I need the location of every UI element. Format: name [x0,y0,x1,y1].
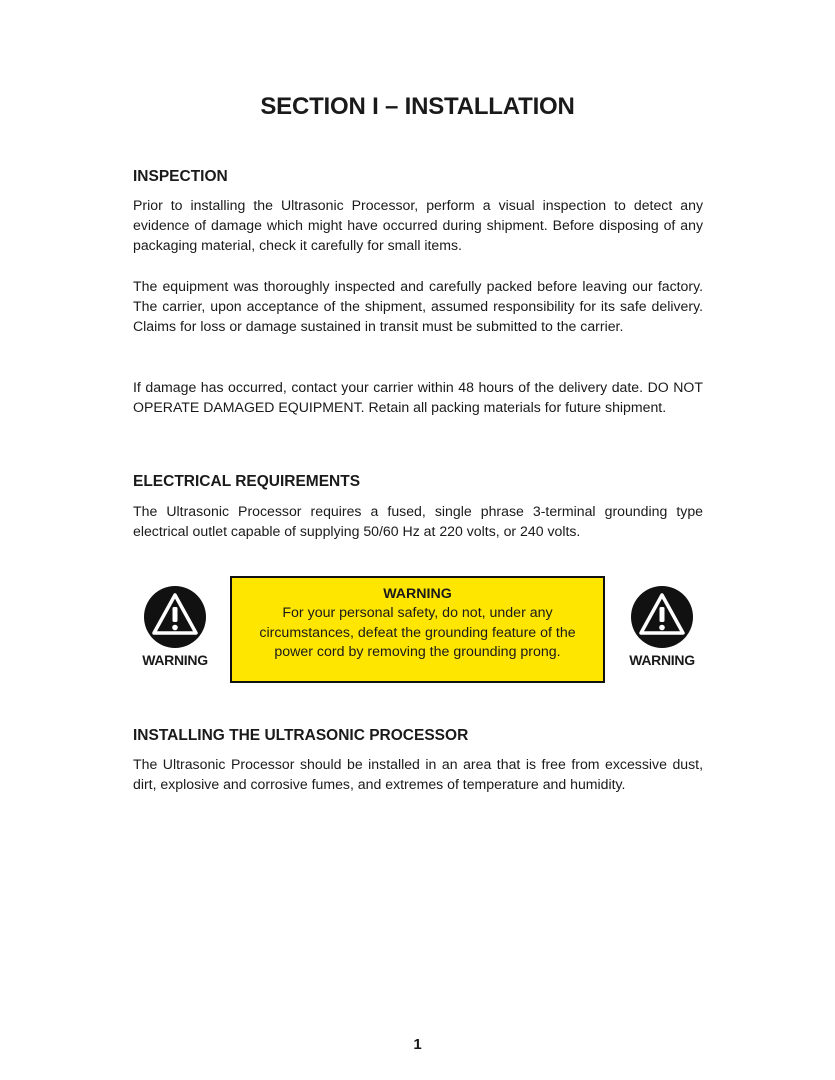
warning-triangle-icon [143,585,207,649]
page-number: 1 [413,1036,422,1053]
warning-box-title: WARNING [383,586,452,602]
page-title: SECTION I – INSTALLATION [260,93,575,120]
electrical-paragraph: The Ultrasonic Processor requires a fused, single phrase 3-terminal grounding type electrical outlet capable of supplying 50/60 Hz at 220 volts, or 240 volts. [133,503,703,539]
warning-box [230,576,605,683]
warning-icon-label-left: WARNING [142,652,208,668]
electrical-heading: ELECTRICAL REQUIREMENTS [133,473,361,490]
warning-triangle-icon [630,585,694,649]
warning-icon-label-right: WARNING [629,652,695,668]
inspection-paragraph-2: The equipment was thoroughly inspected and carefully packed before leaving our factory. The carrier, upon acceptance of the shipment, assumed responsibility for its safe delivery. Claims for loss or damage sustained in transit must be submitted to the carrier. [133,278,703,334]
warning-icon-right [622,585,702,668]
inspection-paragraph-3: If damage has occurred, contact your carrier within 48 hours of the delivery date. DO NOT OPERATE DAMAGED EQUIPMENT. Retain all packing materials for future shipment. [133,379,703,415]
warning-icon-left [135,585,215,668]
installing-paragraph: The Ultrasonic Processor should be installed in an area that is free from excessive dust, dirt, explosive and corrosive fumes, and extremes of temperature and humidity. [133,756,703,792]
inspection-heading: INSPECTION [133,168,228,185]
installing-heading: INSTALLING THE ULTRASONIC PROCESSOR [133,727,469,744]
inspection-paragraph-1: Prior to installing the Ultrasonic Processor, perform a visual inspection to detect any evidence of damage which might have occurred during shipment. Before disposing of any packaging material, check it carefully for small items. [133,197,703,253]
warning-box-text: For your personal safety, do not, under any circumstances, defeat the grounding feature of the power cord by removing the grounding prong. [259,605,576,660]
